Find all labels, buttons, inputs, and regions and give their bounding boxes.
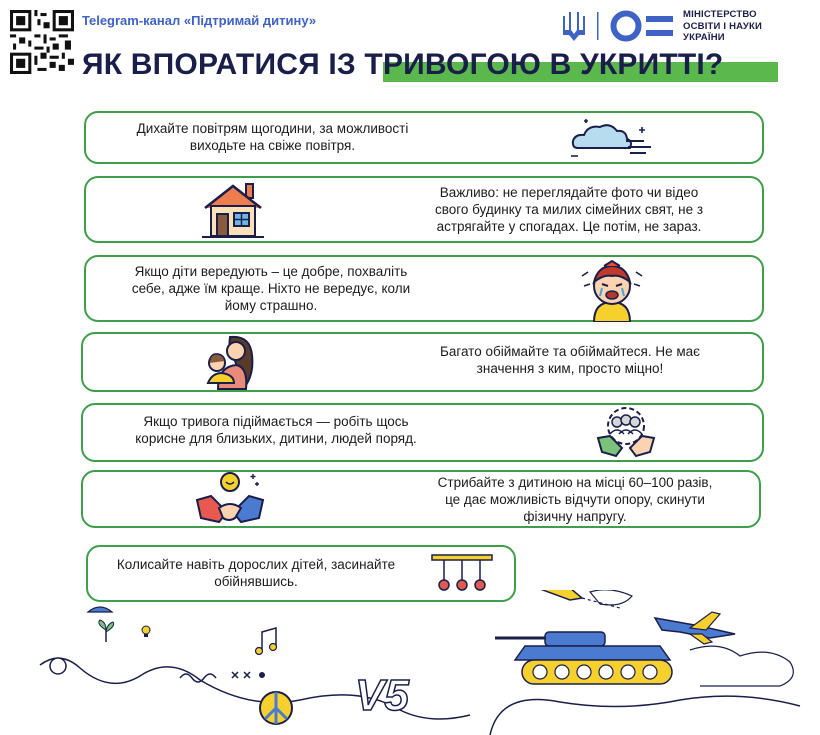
rocket-icon bbox=[532, 590, 632, 608]
peace-sign-icon bbox=[260, 692, 292, 724]
tip-text: Дихайте повітрям щогодини, за можливості виходьте на свіже повітря. bbox=[136, 121, 409, 153]
tank-icon bbox=[495, 632, 672, 684]
ring-icon bbox=[614, 14, 639, 39]
tip-text: Стрибайте з дитиною на місці 60–100 разів, це дає можливість відчути опору, скинути фізичну напругу. bbox=[437, 475, 713, 524]
bulb-icon bbox=[142, 626, 150, 637]
pendulum-icon bbox=[430, 552, 494, 594]
sprout-icon bbox=[99, 620, 114, 642]
tip-text: Багато обіймайте та обіймайтеся. Не має значення з ким, просто міцно! bbox=[439, 344, 701, 376]
hug-icon bbox=[200, 333, 262, 391]
tip-text: Важливо: не переглядайте фото чи відео свого будинку та милих сімейних свят, не з астрягайте у спогадах. Це потім, не зараз. bbox=[434, 185, 704, 234]
music-note-icon bbox=[256, 628, 277, 655]
handshake-icon bbox=[195, 470, 265, 528]
page-title: ЯК ВПОРАТИСЯ ІЗ ТРИВОГОЮ В УКРИТТІ? bbox=[82, 48, 724, 81]
tip-text: Якщо тривога підіймається — робіть щось корисне для близьких, дитини, людей поряд. bbox=[135, 414, 417, 446]
crying-child-icon bbox=[580, 258, 644, 322]
ministry-name: МІНІСТЕРСТВО ОСВІТИ І НАУКИ УКРАЇНИ bbox=[683, 9, 762, 43]
decorative-scene bbox=[0, 590, 820, 735]
cloud-icon bbox=[566, 114, 666, 162]
tip-text: Якщо діти вередують – це добре, похваліть себе, адже їм краще. Ніхто не вередує, коли йому страшно. bbox=[131, 264, 411, 313]
tip-text: Колисайте навіть дорослих дітей, засинайте обійнявшись. bbox=[116, 557, 396, 589]
fighter-jet-icon bbox=[655, 612, 735, 644]
house-icon bbox=[200, 180, 266, 240]
telegram-channel-label[interactable]: Telegram-канал «Підтримай дитину» bbox=[82, 13, 317, 28]
community-help-icon bbox=[596, 404, 656, 462]
qr-code-icon bbox=[10, 10, 74, 74]
trident-icon bbox=[563, 12, 585, 41]
victory-doodle: V5 bbox=[355, 671, 409, 720]
